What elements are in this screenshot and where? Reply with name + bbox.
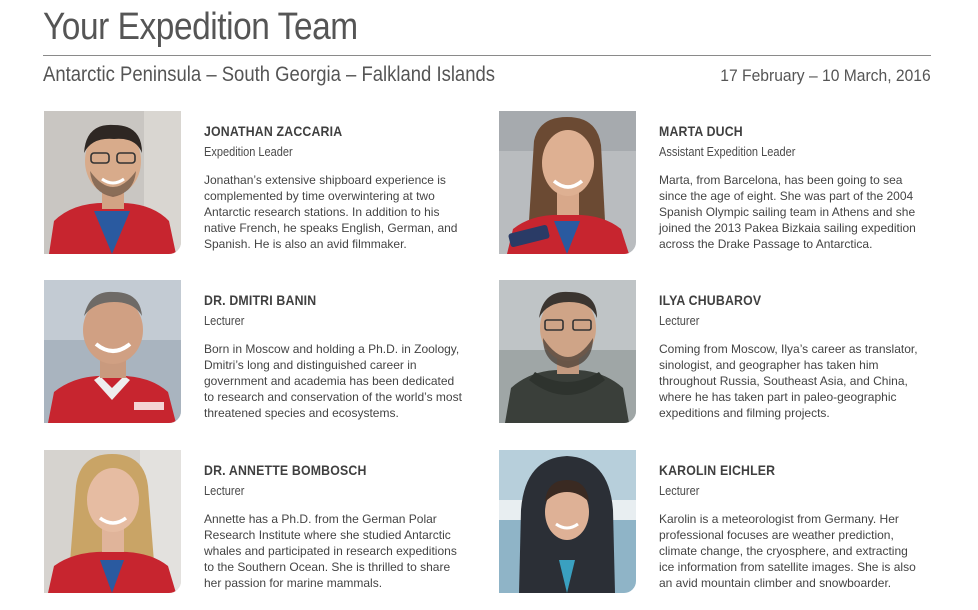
member-bio: Born in Moscow and holding a Ph.D. in Zoology, Dmitri’s long and distinguished career in government and academia has been dedicated to research and conservation of the world’s most threatened species and ecosystems.: [204, 342, 462, 420]
member-bio: Marta, from Barcelona, has been going to sea since the age of eight. She was part of the 2004 Spanish Olympic sailing team in Athens and she joined the 2013 Pakea Bizkaia sailing expedition across the Drake Passage to Antarctica.: [659, 173, 916, 251]
team-member-card: [44, 111, 484, 261]
member-name: JONATHAN ZACCARIA: [204, 123, 343, 139]
member-role: Expedition Leader: [204, 145, 293, 159]
title-divider: [43, 55, 931, 56]
expedition-dates: 17 February – 10 March, 2016: [720, 66, 931, 85]
team-member-card: [44, 280, 484, 430]
member-name: KAROLIN EICHLER: [659, 462, 776, 478]
portrait-photo: [499, 450, 636, 593]
member-role: Lecturer: [659, 314, 700, 328]
team-member-card: [499, 111, 939, 261]
portrait-photo: [44, 280, 181, 423]
member-bio: Annette has a Ph.D. from the German Polar Research Institute where she studied Antarctic whales and participated in research expeditions to the Southern Ocean. She is thrilled to share her passion for marine mammals.: [204, 512, 457, 590]
portrait-photo: [499, 280, 636, 423]
member-name: ILYA CHUBAROV: [659, 292, 762, 308]
portrait-photo: [499, 111, 636, 254]
member-role: Lecturer: [659, 484, 700, 498]
member-name: MARTA DUCH: [659, 123, 743, 139]
route-subtitle: Antarctic Peninsula – South Georgia – Falkland Islands: [43, 63, 496, 86]
team-member-card: [499, 450, 939, 600]
member-bio: Karolin is a meteorologist from Germany. Her professional focuses are weather prediction, climate change, the cryosphere, and extracting ice information from satellite images. She is also an avid mountain climber and snowboarder.: [659, 512, 916, 590]
member-role: Lecturer: [204, 314, 245, 328]
portrait-photo: [44, 450, 181, 593]
member-name: DR. DMITRI BANIN: [204, 292, 317, 308]
portrait-photo: [44, 111, 181, 254]
team-member-card: [44, 450, 484, 600]
member-name: DR. ANNETTE BOMBOSCH: [204, 462, 367, 478]
page-title: Your Expedition Team: [43, 6, 358, 48]
member-role: Assistant Expedition Leader: [659, 145, 796, 159]
team-member-card: [499, 280, 939, 430]
member-bio: Coming from Moscow, Ilya’s career as translator, sinologist, and geographer has taken him throughout Russia, Southeast Asia, and China, where he has taken part in paleo-geographic expeditions and filming projects.: [659, 342, 918, 420]
member-bio: Jonathan’s extensive shipboard experience is complemented by time overwintering at two Antarctic research stations. In addition to his native French, he speaks English, German, and Spanish. He is also an avid filmmaker.: [204, 173, 458, 251]
member-role: Lecturer: [204, 484, 245, 498]
